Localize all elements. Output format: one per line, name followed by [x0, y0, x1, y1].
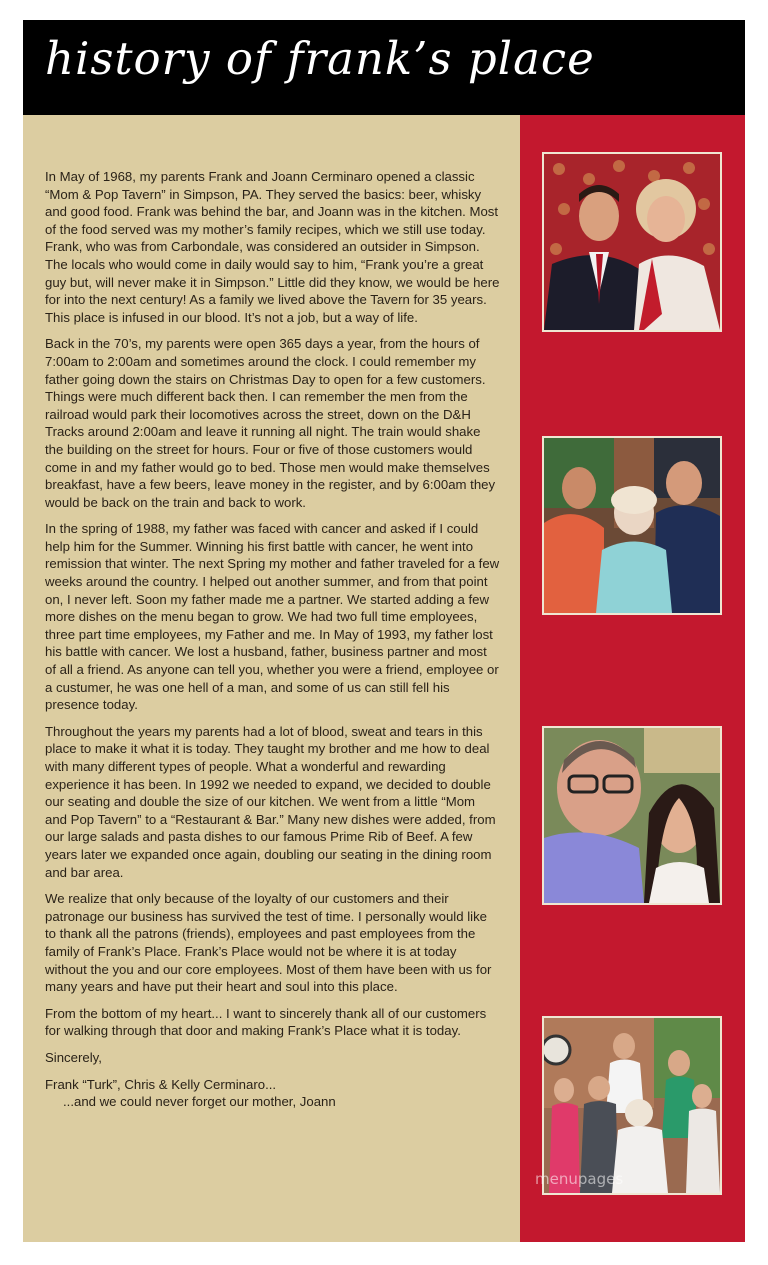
paragraph-seventies: Back in the 70’s, my parents were open 365 days a year, from the hours of 7:00am to 2:00am and sometimes around the clock. I could remember my father going down the stairs on Christmas Day to open for a few customers. Things were much different back then. I can remember the men from the railroad would park their locomotives across the street, down on the D&H Tracks around 2:00am and leave it running all night. The train would shake the building on the street for hours. Four or five of those customers would come in and my father would go to bed. Those men would make themselves breakfast, have a few beers, leave money in the register, and by 6:00am they would be back on the train and back to work. [45, 336, 496, 510]
signature-line: Frank “Turk”, Chris & Kelly Cerminaro... [45, 1076, 277, 1092]
paragraph-loyalty: We realize that only because of the loyalty of our customers and their patronage our business has survived the test of time. I personally would like to thank all the patrons (friends), employees and past employees from the family of Frank’s Place. Frank’s Place would not be where it is at today without the you and our core employees. Most of them have been with us for many years and have put their heart and soul into this place. [45, 891, 492, 995]
story-text-panel [23, 115, 520, 1242]
paragraph-opening: In May of 1968, my parents Frank and Joann Cerminaro opened a classic “Mom & Pop Tavern” in Simpson, PA. They served the basics: beer, whisky and good food. Frank was behind the bar, and Joann was in the kitchen. Most of the food served was my mother’s family recipes, which we still use today. Frank, who was from Carbondale, was considered an outsider in Simpson. The locals who would come in daily would say to him, “Frank you’re a great guy but, will never make it in Simpson.” Little did they know, we would be here for into the next century! As a family we lived above the Tavern for 35 years. This place is infused in our blood. It’s not a job, but a way of life. [45, 169, 500, 325]
photo-frank-and-joann [542, 152, 722, 332]
story-body [45, 168, 500, 1111]
paragraph-expansion: Throughout the years my parents had a lot of blood, sweat and tears in this place to make it what it is today. They taught my brother and me how to deal with many different types of people. What a wonderful and rewarding experience it has been. In 1992 we needed to expand, we decided to double our seating and double the size of our kitchen. We went from a little “Mom and Pop Tavern” to a “Restaurant & Bar.” Many new dishes were added, from our large salads and pasta dishes to our famous Prime Rib of Beef. A few years later we expanded once again, doubling our seating in the dining room and bar area. [45, 723, 496, 880]
signature-dedication: ...and we could never forget our mother, Joann [63, 1094, 336, 1110]
photo-panel [520, 115, 745, 1242]
paragraph-thanks: From the bottom of my heart... I want to sincerely thank all of our customers for walking through that door and making Frank’s Place what it is today. [45, 1005, 487, 1039]
page-header [23, 20, 745, 115]
photo-couple-selfie [542, 726, 722, 905]
photo-family-outdoors [542, 436, 722, 615]
watermark: menupages [535, 1170, 624, 1188]
photo-family-group [542, 1016, 722, 1195]
paragraph-1988: In the spring of 1988, my father was faced with cancer and asked if I could help him for the Summer. Winning his first battle with cancer, he went into remission that winter. The next Spring my mother and father traveled for a few weeks around the country. I helped out another summer, and from that point on, I never left. Soon my father made me a partner. We started adding a few more dishes on the menu began to grow. We had two full time employees, three part time employees, my Father and me. In May of 1993, my father lost his battle with cancer. We lost a husband, father, business partner and most of all a friend. As anyone can tell you, whether you were a friend, employee or a custumer, he was one hell of a man, and some of us can still fell his presence today. [45, 521, 500, 713]
page-title: history of frank’s place [45, 32, 595, 85]
closing-text: Sincerely, [45, 1049, 102, 1065]
